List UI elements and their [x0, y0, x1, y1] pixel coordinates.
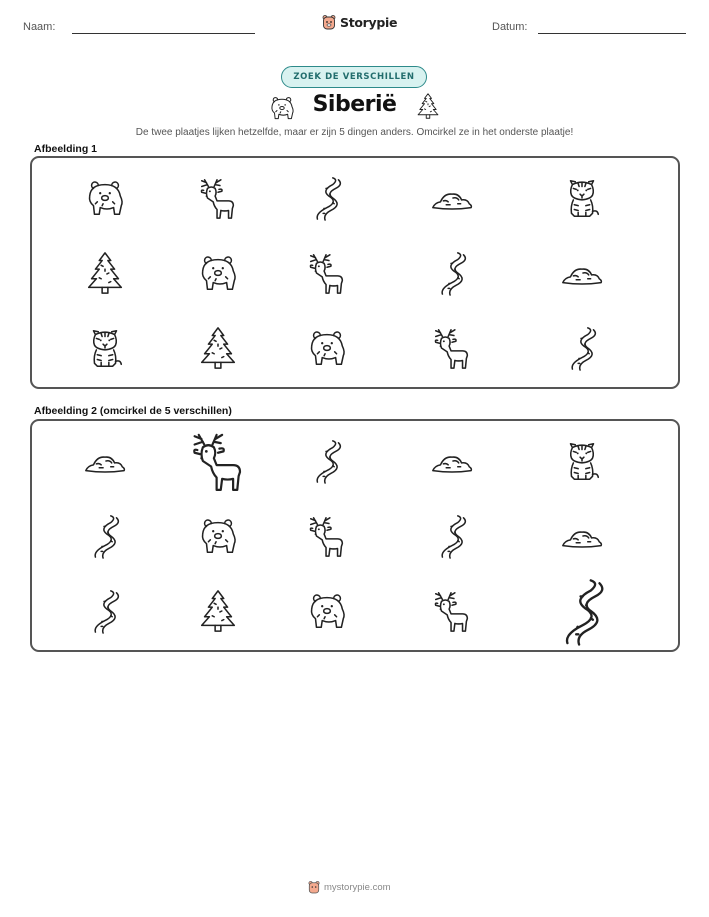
footer: [308, 880, 391, 894]
bear-icon: [267, 93, 297, 128]
tiger-icon: [559, 175, 605, 221]
footer-site: mystorypie.com: [324, 881, 391, 893]
date-label: Datum:: [492, 21, 528, 33]
tiger-icon: [82, 325, 128, 371]
brand-name: Storypie: [340, 14, 398, 30]
brand-logo: [322, 14, 397, 30]
river-icon[interactable]: [429, 513, 475, 559]
activity-badge: ZOEK DE VERSCHILLEN: [281, 66, 427, 88]
snow-mound-icon[interactable]: [82, 438, 128, 484]
picture-2-label: Afbeelding 2 (omcirkel de 5 verschillen): [34, 405, 232, 417]
instructions-text: De twee plaatjes lijken hetzelfde, maar er zijn 5 dingen anders. Omcirkel ze in het onderste plaatje!: [135, 127, 574, 138]
pine-tree-icon: [195, 325, 241, 371]
storypie-mascot-icon: [322, 14, 336, 30]
bear-icon: [195, 250, 241, 296]
storypie-mascot-icon: [308, 880, 320, 894]
river-icon[interactable]: [304, 438, 350, 484]
deer-icon: [304, 250, 350, 296]
river-icon: [429, 250, 475, 296]
deer-icon[interactable]: [185, 428, 251, 494]
deer-icon: [195, 175, 241, 221]
picture-1-label: Afbeelding 1: [34, 143, 98, 155]
deer-icon[interactable]: [429, 588, 475, 634]
name-line[interactable]: [72, 33, 255, 34]
snow-mound-icon[interactable]: [559, 513, 605, 559]
bear-icon[interactable]: [304, 588, 350, 634]
tiger-icon[interactable]: [559, 438, 605, 484]
snow-mound-icon[interactable]: [429, 438, 475, 484]
pine-tree-icon: [82, 250, 128, 296]
name-label: Naam:: [23, 21, 56, 33]
picture-2-panel[interactable]: [30, 419, 680, 652]
river-icon[interactable]: [82, 588, 128, 634]
snow-mound-icon: [559, 250, 605, 296]
pine-tree-icon[interactable]: [195, 588, 241, 634]
deer-icon: [429, 325, 475, 371]
date-line[interactable]: [538, 33, 686, 34]
pine-tree-icon: [414, 92, 442, 125]
picture-1-panel: [30, 156, 680, 389]
bear-icon[interactable]: [195, 513, 241, 559]
bear-icon: [304, 325, 350, 371]
snow-mound-icon: [429, 175, 475, 221]
page-title: Siberië: [312, 92, 397, 117]
river-icon: [559, 325, 605, 371]
river-icon[interactable]: [82, 513, 128, 559]
deer-icon[interactable]: [304, 513, 350, 559]
bear-icon: [82, 175, 128, 221]
river-icon[interactable]: [547, 576, 617, 646]
river-icon: [304, 175, 350, 221]
